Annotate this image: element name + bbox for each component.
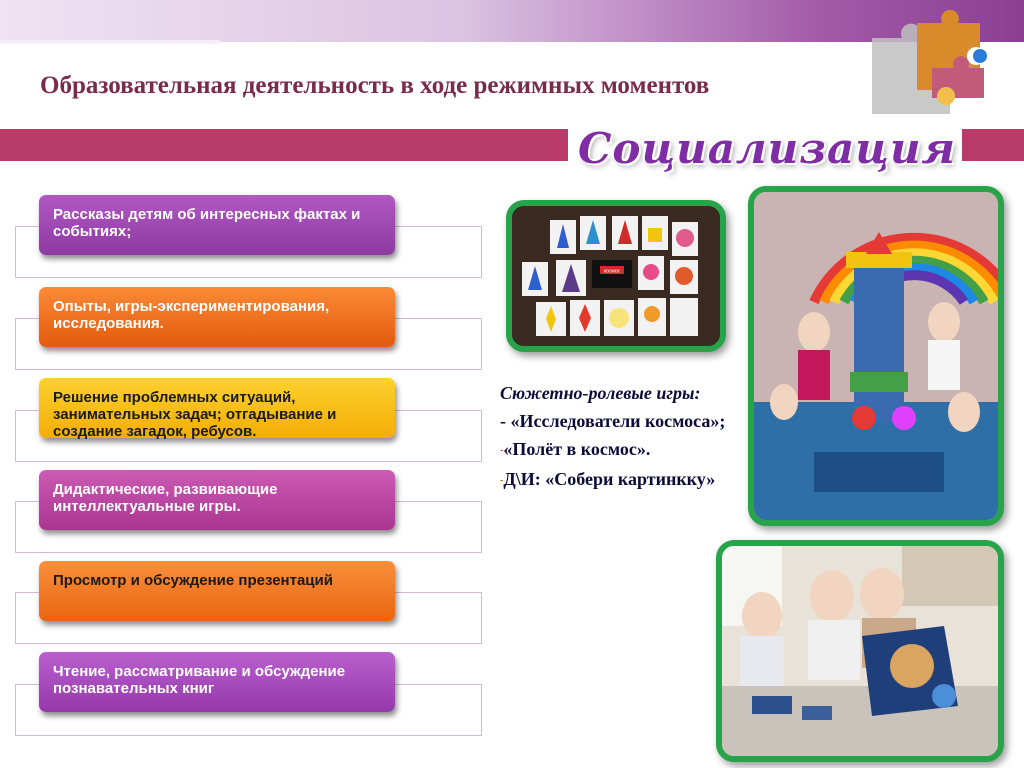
puzzle-icon bbox=[862, 8, 992, 123]
accent-stripe-right bbox=[962, 129, 1024, 161]
roleplay-item-space-explorers bbox=[500, 410, 730, 432]
roleplay-item-text: Д\И: «Собери картинкку» bbox=[503, 468, 716, 489]
accent-stripe-left bbox=[0, 129, 568, 161]
photo-kids-rocket-tower bbox=[748, 186, 1004, 526]
roleplay-item-text: - «Исследователи космоса»; bbox=[500, 411, 726, 431]
roleplay-item-text: «Полёт в космос». bbox=[503, 439, 651, 459]
roleplay-item-puzzle-game bbox=[500, 468, 730, 492]
activity-card-stories: Рассказы детям об интересных фактах и событиях; bbox=[39, 195, 395, 255]
roleplay-list bbox=[500, 382, 730, 498]
top-band-divider bbox=[0, 40, 220, 44]
activity-card-didactic-games: Дидактические, развивающие интеллектуальные игры. bbox=[39, 470, 395, 530]
roleplay-item-bullet: - bbox=[500, 474, 504, 486]
activity-card-presentations: Просмотр и обсуждение презентаций bbox=[39, 561, 395, 621]
section-title: Социализация bbox=[578, 124, 956, 173]
roleplay-item-space-flight bbox=[500, 438, 730, 462]
puzzle-pieces-image bbox=[862, 8, 992, 123]
activity-card-problem-solving: Решение проблемных ситуаций, занимательных задач; отгадывание и создание загадок, ребусов. bbox=[39, 378, 395, 438]
photo-space-cards bbox=[506, 200, 726, 352]
space-card-label: космос bbox=[603, 268, 621, 275]
photo-kids-solar-book bbox=[716, 540, 1004, 762]
slide-title: Образовательная деятельность в ходе режимных моментов bbox=[40, 72, 710, 99]
roleplay-heading: Сюжетно-ролевые игры: bbox=[500, 383, 701, 403]
activity-card-experiments: Опыты, игры-экспериментирования, исследования. bbox=[39, 287, 395, 347]
activity-card-books: Чтение, рассматривание и обсуждение познавательных книг bbox=[39, 652, 395, 712]
roleplay-item-bullet: - bbox=[500, 444, 504, 456]
